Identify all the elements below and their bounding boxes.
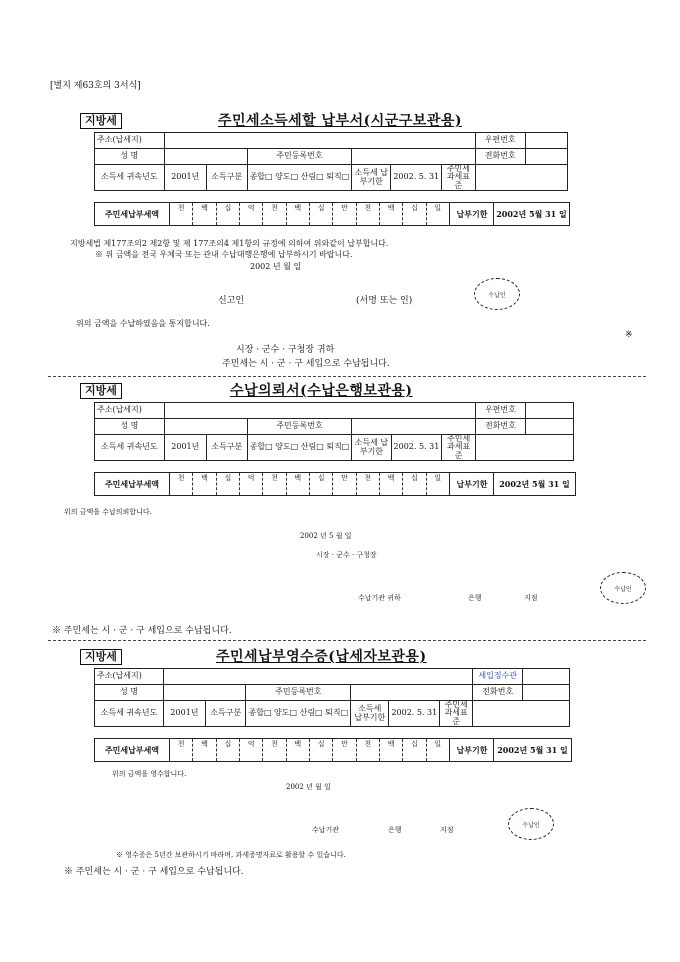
digit-cell: 천 (170, 739, 193, 761)
stamp-seal-1: 수납인 (474, 278, 520, 310)
digit-cell: 십 (217, 739, 240, 761)
branch-2: 지점 (524, 594, 538, 602)
received-text: 위의 금액을 수납하였음을 통지합니다. (76, 319, 210, 328)
income-type-checkboxes[interactable]: 종합□ 양도□ 산림□ 퇴직□ (246, 701, 351, 727)
value-tax-year: 2001년 (164, 165, 206, 191)
label-phone: 전화번호 (475, 419, 525, 435)
tag-local-tax-3: 지방세 (80, 649, 122, 665)
label-name: 성 명 (95, 419, 165, 435)
reporter-label: 신고인 (218, 296, 245, 306)
label-tax-base: 주민세 과세표준 (440, 701, 473, 727)
bank-3: 은행 (388, 826, 402, 834)
label-address: 주소(납세지) (95, 669, 164, 685)
receipt-text: 위의 금액을 영수합니다. (112, 770, 187, 778)
value-tax-year: 2001년 (163, 701, 205, 727)
digit-cell: 억 (240, 739, 263, 761)
field-tax-base[interactable] (473, 701, 570, 727)
digit-cell: 백 (287, 739, 310, 761)
label-name: 성 명 (95, 149, 165, 165)
bank-label-3: 수납기관 (312, 826, 340, 834)
digit-cell: 만 (333, 739, 356, 761)
digit-cell: 십 (310, 739, 333, 761)
label-income-type: 소득구분 (205, 701, 246, 727)
label-amount: 주민세납부세액 (95, 739, 170, 761)
label-address: 주소(납세지) (95, 133, 165, 149)
taxpayer-table-1 (94, 132, 568, 191)
form-number: [별지 제63호의 3서식] (50, 81, 141, 91)
date-line-3: 2002 년 월 일 (286, 783, 331, 791)
cut-line-2 (48, 640, 646, 641)
digit-cell: 십 (403, 203, 426, 225)
digit-cell: 십 (310, 473, 333, 495)
footer-3: ※ 주민세는 시 · 군 · 구 세입으로 수납됩니다. (64, 867, 244, 877)
sign-label: (서명 또는 인) (356, 296, 413, 306)
digit-cell: 백 (193, 203, 216, 225)
branch-3: 지점 (440, 826, 454, 834)
field-phone[interactable] (523, 685, 570, 701)
notice-text: ※ 위 금액을 전국 우체국 또는 관내 수납대행은행에 납부하시기 바랍니다. (95, 250, 353, 259)
label-tax-year: 소득세 귀속년도 (95, 435, 165, 461)
digit-cell: 백 (287, 203, 310, 225)
title-request: 수납의뢰서(수납은행보관용) (230, 383, 413, 399)
field-name[interactable] (164, 149, 247, 165)
label-name: 성 명 (95, 685, 164, 701)
field-tax-base[interactable] (475, 435, 573, 461)
field-id[interactable] (351, 685, 473, 701)
bank-label-2: 수납기관 귀하 (358, 594, 401, 602)
label-collector: 세입징수관 (473, 669, 523, 685)
digit-cell: 백 (193, 739, 216, 761)
digit-cell: 일 (427, 739, 450, 761)
digit-cell: 천 (170, 203, 193, 225)
label-pay-due: 납부기한 (451, 739, 494, 761)
label-tax-year: 소득세 귀속년도 (95, 701, 164, 727)
field-address[interactable] (164, 403, 475, 419)
stamp-seal-2: 수납인 (600, 572, 646, 604)
label-id: 주민등록번호 (246, 685, 351, 701)
digit-cell: 천 (357, 473, 380, 495)
digit-cell: 천 (170, 473, 193, 495)
digit-cell: 백 (380, 739, 403, 761)
value-income-due: 2002. 5. 31 (389, 701, 440, 727)
amount-digit-cells[interactable] (170, 739, 450, 761)
amount-digit-cells[interactable] (170, 203, 450, 225)
stamp-seal-3: 수납인 (508, 808, 554, 840)
field-id[interactable] (352, 149, 475, 165)
footer-2: ※ 주민세는 시 · 군 · 구 세입으로 수납됩니다. (52, 626, 232, 636)
tag-local-tax-1: 지방세 (80, 113, 122, 129)
title-payment-slip: 주민세소득세할 납부서(시군구보관용) (218, 113, 463, 129)
side-mark: ※ (625, 330, 633, 340)
field-collector[interactable] (523, 669, 570, 685)
label-income-due: 소득세 납부기한 (351, 701, 389, 727)
digit-cell: 십 (403, 739, 426, 761)
amount-row-2 (94, 472, 576, 496)
label-tax-base: 주민세 과세표준 (442, 435, 476, 461)
label-tax-base: 주민세 과세표준 (442, 165, 476, 191)
label-income-due: 소득세 납부기한 (352, 165, 391, 191)
label-pay-due: 납부기한 (451, 203, 494, 225)
digit-cell: 만 (333, 203, 356, 225)
label-id: 주민등록번호 (247, 149, 352, 165)
law-text: 지방세법 제177조의2 제2항 및 제 177조의4 제1항의 규정에 의하여 위와같이 납부합니다. (70, 239, 389, 248)
label-income-type: 소득구분 (207, 435, 248, 461)
request-text: 위의 금액을 수납의뢰합니다. (64, 508, 152, 516)
date-line-2: 2002 년 5 월 일 (300, 532, 352, 540)
to-mayor: 시장 · 군수 · 구청장 귀하 (236, 345, 335, 355)
value-pay-due: 2002년 5월 31 일 (499, 478, 570, 489)
digit-cell: 백 (193, 473, 216, 495)
digit-cell: 천 (263, 473, 286, 495)
label-amount: 주민세납부세액 (95, 203, 170, 225)
title-receipt: 주민세납부영수증(납세자보관용) (216, 649, 427, 665)
digit-cell: 백 (380, 473, 403, 495)
value-tax-year: 2001년 (164, 435, 206, 461)
digit-cell: 십 (217, 203, 240, 225)
label-phone: 전화번호 (473, 685, 523, 701)
field-phone[interactable] (525, 419, 573, 435)
taxpayer-table-2 (94, 402, 574, 461)
value-income-due: 2002. 5. 31 (391, 165, 442, 191)
digit-cell: 백 (287, 473, 310, 495)
label-phone: 전화번호 (475, 149, 525, 165)
keep-note: ※ 영수증은 5년간 보관하시기 바라며, 과세증명자료로 활용할 수 있습니다. (116, 851, 346, 859)
field-address[interactable] (163, 669, 472, 685)
amount-row-1 (94, 202, 570, 226)
digit-cell: 천 (263, 739, 286, 761)
field-postal[interactable] (525, 133, 567, 149)
field-name[interactable] (163, 685, 246, 701)
label-amount: 주민세납부세액 (95, 473, 170, 495)
label-postal: 우편번호 (475, 403, 525, 419)
label-income-type: 소득구분 (206, 165, 247, 191)
income-type-checkboxes[interactable]: 종합□ 양도□ 산림□ 퇴직□ (247, 165, 352, 191)
label-pay-due: 납부기한 (451, 473, 494, 495)
label-id: 주민등록번호 (247, 419, 352, 435)
income-type-checkboxes[interactable]: 종합□ 양도□ 산림□ 퇴직□ (247, 435, 352, 461)
field-id[interactable] (352, 419, 476, 435)
footer-1: 주민세는 시 · 군 · 구 세입으로 수납됩니다. (222, 359, 390, 369)
bank-2: 은행 (468, 594, 482, 602)
digit-cell: 십 (403, 473, 426, 495)
digit-cell: 백 (380, 203, 403, 225)
amount-row-3 (94, 738, 572, 762)
digit-cell: 억 (240, 473, 263, 495)
value-pay-due: 2002년 5월 31 일 (497, 744, 568, 755)
digit-cell: 일 (427, 203, 450, 225)
digit-cell: 십 (217, 473, 240, 495)
digit-cell: 천 (357, 739, 380, 761)
digit-cell: 일 (427, 473, 450, 495)
label-postal: 우편번호 (475, 133, 525, 149)
digit-cell: 십 (310, 203, 333, 225)
amount-digit-cells[interactable] (170, 473, 450, 495)
label-tax-year: 소득세 귀속년도 (95, 165, 165, 191)
taxpayer-table-3 (94, 668, 570, 727)
cut-line-1 (48, 376, 646, 377)
mayor-label-2: 시장 · 군수 · 구청장 (316, 551, 377, 559)
digit-cell: 억 (240, 203, 263, 225)
digit-cell: 만 (333, 473, 356, 495)
label-address: 주소(납세지) (95, 403, 165, 419)
date-line-1: 2002 년 월 일 (250, 262, 302, 271)
field-phone[interactable] (525, 149, 567, 165)
field-tax-base[interactable] (475, 165, 567, 191)
digit-cell: 천 (263, 203, 286, 225)
field-address[interactable] (164, 133, 475, 149)
label-income-due: 소득세 납부기한 (352, 435, 391, 461)
digit-cell: 천 (357, 203, 380, 225)
tag-local-tax-2: 지방세 (80, 383, 122, 399)
value-pay-due: 2002년 5월 31 일 (496, 208, 567, 219)
value-income-due: 2002. 5. 31 (391, 435, 442, 461)
field-name[interactable] (164, 419, 247, 435)
field-postal[interactable] (525, 403, 573, 419)
